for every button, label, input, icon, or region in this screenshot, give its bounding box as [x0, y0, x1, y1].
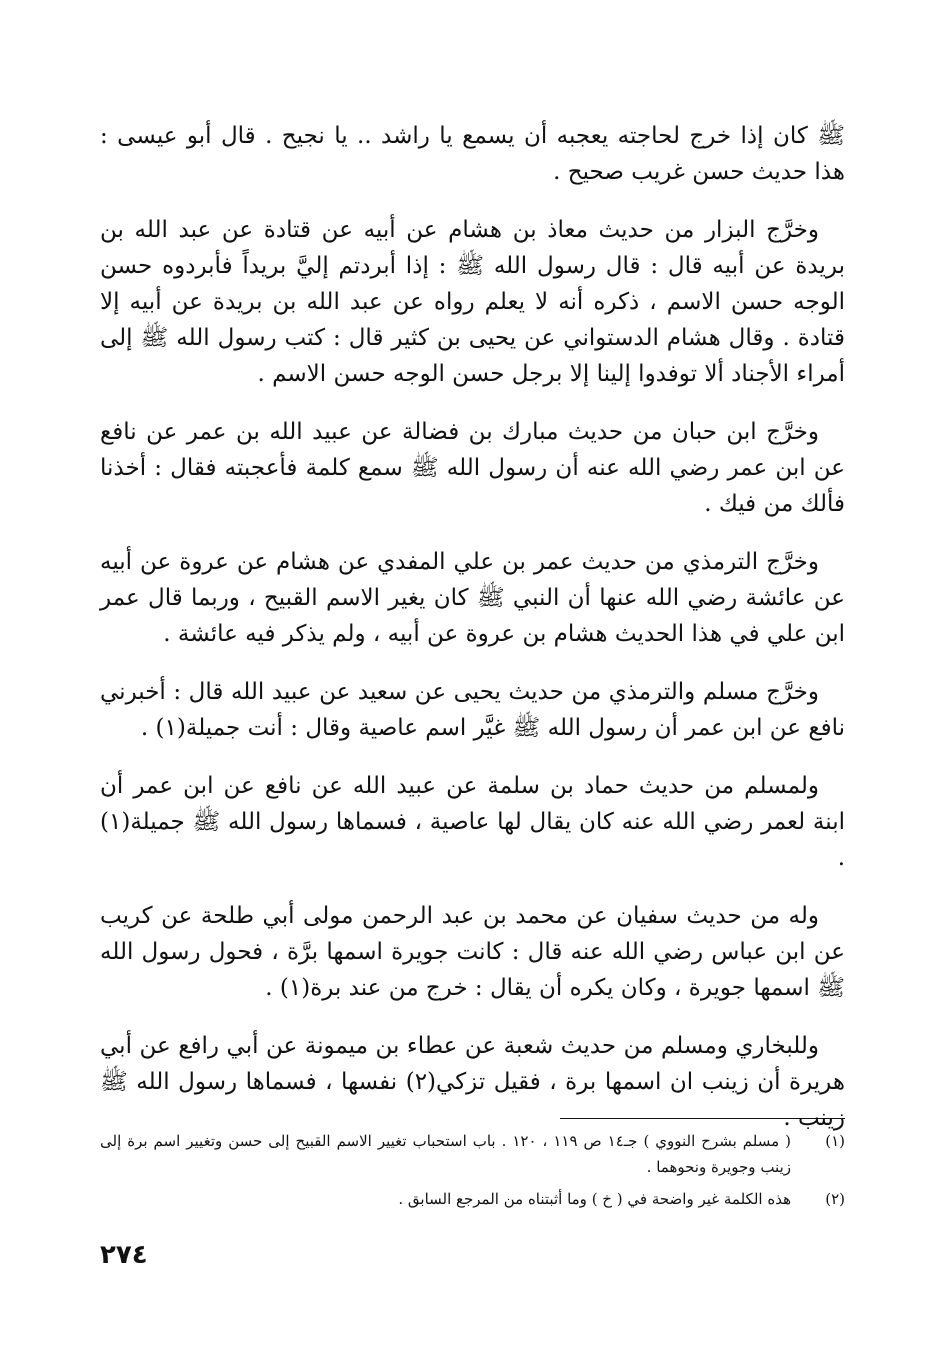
main-text [100, 118, 845, 1158]
paragraph-2: وخرَّج البزار من حديث معاذ بن هشام عن أبيه عن قتادة عن عبد الله بن بريدة عن أبيه قال : قال رسول الله ﷺ : إذا أبردتم إليَّ بريداً فأبردوه حسن الوجه حسن الاسم ، ذكره أنه لا يعلم رواه عن عبد الله بن بريدة عن أبيه إلا قتادة . وقال هشام الدستواني عن يحيى بن كثير قال : كتب رسول الله ﷺ إلى أمراء الأجناد ألا توفدوا إلينا إلا برجل حسن الوجه حسن الاسم . [100, 217, 845, 387]
paragraph-5: وخرَّج مسلم والترمذي من حديث يحيى عن سعيد عن عبيد الله قال : أخبرني نافع عن ابن عمر أن رسول الله ﷺ غيَّر اسم عاصية وقال : أنت جميلة(١) . [100, 679, 845, 741]
footnote-number: (١) [825, 1132, 845, 1150]
footnote-1 [100, 1128, 845, 1180]
footnote-divider [560, 1118, 845, 1119]
footnote-number: (٢) [825, 1190, 845, 1208]
footnote-text: ( مسلم بشرح النووي ) جـ١٤ ص ١١٩ ، ١٢٠ . باب استحباب تغيير الاسم القبيح إلى حسن وتغيير اسم برة إلى زينب وجويرة ونحوهما . [100, 1132, 791, 1176]
paragraph-3: وخرَّج ابن حبان من حديث مبارك بن فضالة عن عبيد الله بن عمر عن نافع عن ابن عمر رضي الله عنه أن رسول الله ﷺ سمع كلمة فأعجبته فقال : أخذنا فألك من فيك . [100, 419, 846, 517]
paragraph-6: ولمسلم من حديث حماد بن سلمة عن عبيد الله عن نافع عن ابن عمر أن ابنة لعمر رضي الله عنه كان يقال لها عاصية ، فسماها رسول الله ﷺ جميلة(١) . [100, 773, 845, 871]
page-number: ٢٧٤ [100, 1240, 148, 1270]
footnote-text: هذه الكلمة غير واضحة في ( خ ) وما أثبتناه من المرجع السابق . [398, 1190, 791, 1208]
paragraph-8: وللبخاري ومسلم من حديث شعبة عن عطاء بن ميمونة عن أبي رافع عن أبي هريرة أن زينب ان اسمها برة ، فقيل تزكي(٢) نفسها ، فسماها رسول الله ﷺ زينب . [100, 1033, 845, 1131]
paragraph-4: وخرَّج الترمذي من حديث عمر بن علي المفدي عن هشام عن عروة عن أبيه عن عائشة رضي الله عنها أن النبي ﷺ كان يغير الاسم القبيح ، وربما قال عمر ابن علي في هذا الحديث هشام بن عروة عن أبيه ، ولم يذكر فيه عائشة . [100, 549, 845, 647]
paragraph-1: ﷺ كان إذا خرج لحاجته يعجبه أن يسمع يا راشد .. يا نجيح . قال أبو عيسى : هذا حديث حسن غريب صحيح . [100, 123, 845, 185]
footnotes [100, 1128, 845, 1218]
footnote-2 [100, 1186, 845, 1212]
paragraph-7: وله من حديث سفيان عن محمد بن عبد الرحمن مولى أبي طلحة عن كريب عن ابن عباس رضي الله عنه قال : كانت جويرة اسمها برَّة ، فحول رسول الله ﷺ اسمها جويرة ، وكان يكره أن يقال : خرج من عند برة(١) . [100, 903, 845, 1001]
